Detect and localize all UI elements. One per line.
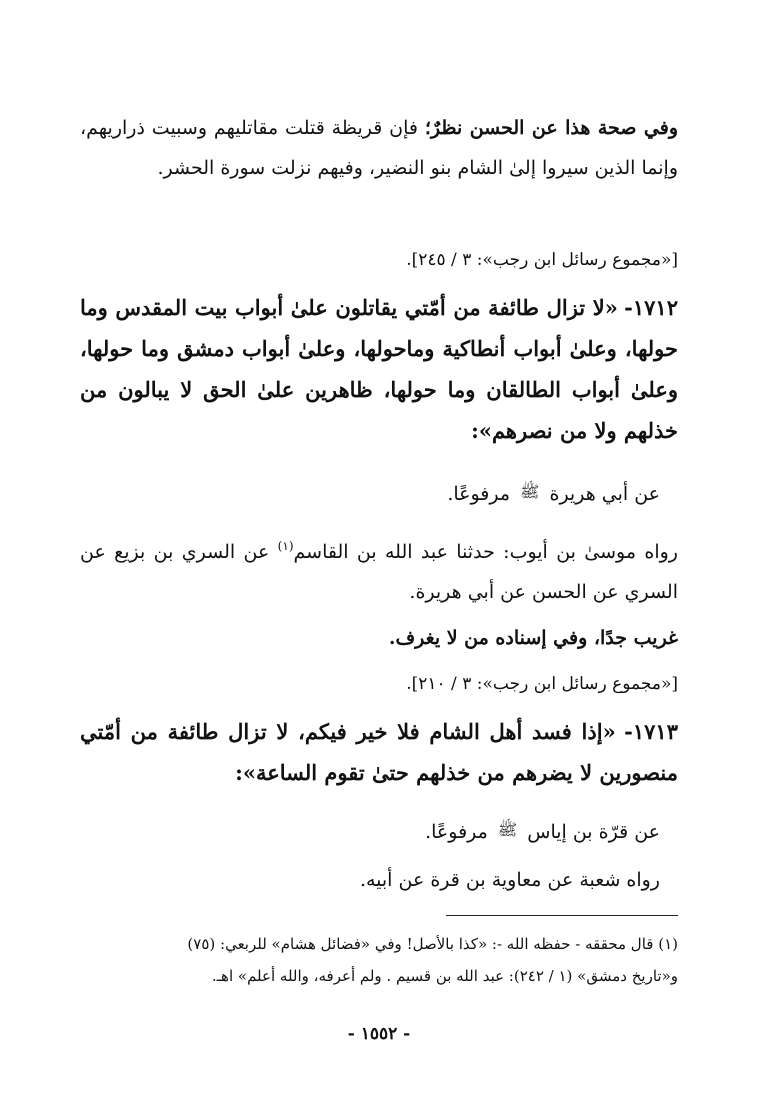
honorific-glyph: ﷺ bbox=[497, 820, 518, 839]
intro-bold-lead: وفي صحة هذا عن الحسن نظرٌ؛ bbox=[424, 117, 678, 139]
footnote-line-2: و«تاريخ دمشق» (١ / ٢٤٢): عبد الله بن قسيم . ولم أعرفه، والله أعلم» اهـ. bbox=[211, 967, 678, 985]
footnote bbox=[80, 928, 678, 992]
hadith-1712 bbox=[80, 288, 678, 452]
honorific-glyph: ﷺ bbox=[520, 482, 540, 501]
hadith-1712-narrator bbox=[80, 472, 660, 514]
narrator-after: مرفوعًا. bbox=[425, 821, 488, 843]
footnote-mark: (١) bbox=[277, 539, 294, 553]
narrator-before: عن أبي هريرة bbox=[549, 483, 660, 505]
footnote-line-1: (١) قال محققه - حفظه الله -: «كذا بالأصل! وفي «فضائل هشام» للربعي: (٧٥) bbox=[187, 935, 678, 953]
chain-after: عن السري بن بزيع عن السري عن الحسن عن أبي هريرة. bbox=[80, 541, 678, 603]
footnote-divider bbox=[446, 915, 678, 916]
hadith-1712-chain bbox=[80, 526, 678, 612]
narrator-after: مرفوعًا. bbox=[447, 483, 511, 505]
reference-1: [«مجموع رسائل ابن رجب»: ٣ / ٢٤٥]. bbox=[406, 250, 678, 270]
hadith-1712-verdict: غريب جدًا، وفي إسناده من لا يغرف. bbox=[388, 627, 678, 649]
hadith-number: ١٧١٢- bbox=[624, 295, 678, 320]
hadith-text: «إذا فسد أهل الشام فلا خير فيكم، لا تزال طائفة من أمّتي منصورين لا يضرهم من خذلهم حتىٰ تقوم الساعة»: bbox=[80, 719, 678, 785]
hadith-1713 bbox=[80, 712, 678, 794]
intro-text: فإن قريظة قتلت مقاتليهم وسبيت ذراريهم، وإنما الذين سيروا إلىٰ الشام بنو النضير، وفيهم نزلت سورة الحشر. bbox=[80, 117, 678, 179]
hadith-text: «لا تزال طائفة من أمّتي يقاتلون علىٰ أبواب بيت المقدس وما حولها، وعلىٰ أبواب أنطاكية وماحولها، وعلىٰ أبواب دمشق وما حولها، وعلىٰ أبواب الطالقان وما حولها، ظاهرين علىٰ الحق لا يبالون من خذلهم ولا من نصرهم»: bbox=[80, 295, 678, 443]
hadith-1713-narrator bbox=[80, 810, 660, 852]
page-number: - ١٥٥٢ - bbox=[347, 1024, 411, 1044]
hadith-number: ١٧١٣- bbox=[624, 719, 678, 744]
chain-before: رواه موسىٰ بن أيوب: حدثنا عبد الله بن القاسم bbox=[293, 541, 678, 563]
reference-2: [«مجموع رسائل ابن رجب»: ٣ / ٢١٠]. bbox=[406, 674, 678, 694]
intro-paragraph bbox=[80, 108, 678, 188]
hadith-1713-chain: رواه شعبة عن معاوية بن قرة عن أبيه. bbox=[359, 869, 660, 891]
narrator-before: عن قرّة بن إياس bbox=[527, 821, 660, 843]
